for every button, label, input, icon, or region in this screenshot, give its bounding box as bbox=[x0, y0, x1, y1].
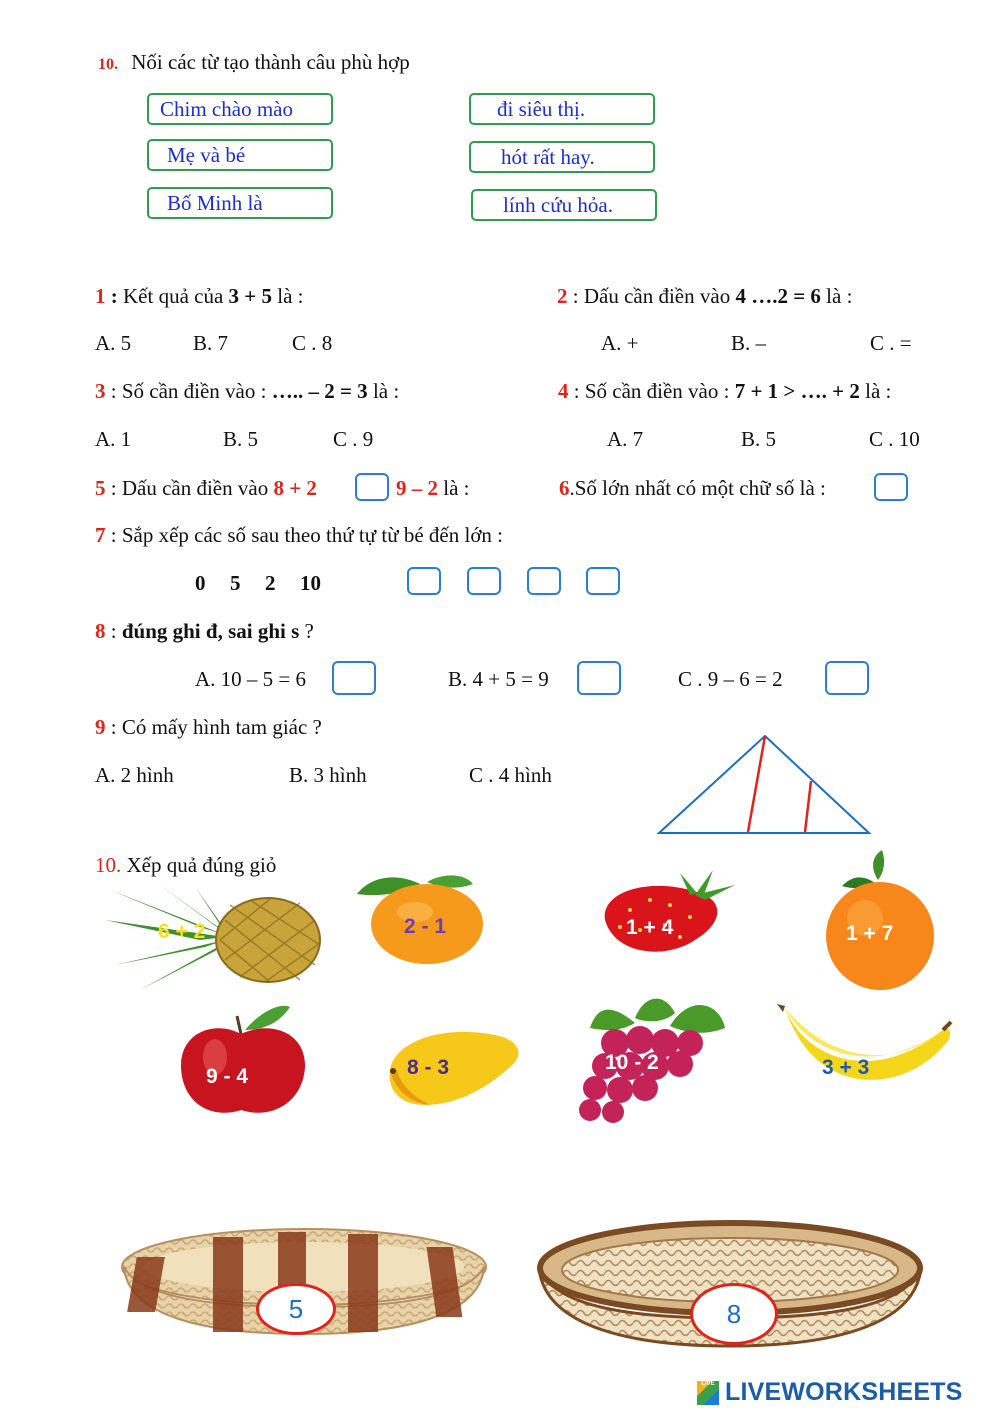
q7-number-2: 5 bbox=[230, 571, 241, 595]
banana[interactable] bbox=[775, 1000, 955, 1100]
match-left-2[interactable]: Mẹ và bé bbox=[147, 139, 333, 171]
q9-option-b[interactable]: B. 3 hình bbox=[289, 763, 367, 787]
q1-option-a[interactable]: A. 5 bbox=[95, 331, 132, 355]
apple[interactable] bbox=[175, 1002, 315, 1120]
match-left-1[interactable]: Chim chào mào bbox=[147, 93, 333, 125]
pineapple[interactable] bbox=[100, 885, 325, 995]
q8-statement-c: C . 9 – 6 = 2 bbox=[678, 667, 783, 691]
q1-option-b[interactable]: B. 7 bbox=[193, 331, 229, 355]
fruit-label-pineapple: 6 + 2 bbox=[158, 920, 206, 943]
strawberry[interactable] bbox=[595, 865, 740, 960]
fruit-label-orange: 1 + 7 bbox=[846, 922, 894, 945]
basket-2-badge: 8 bbox=[690, 1283, 778, 1345]
question-2: 2 : Dấu cần điền vào 4 ….2 = 6 là : bbox=[557, 284, 853, 308]
orange[interactable] bbox=[820, 848, 945, 993]
fruit-label-banana: 3 + 3 bbox=[822, 1056, 870, 1079]
q2-option-b[interactable]: B. – bbox=[731, 331, 767, 355]
question-6: 6.Số lớn nhất có một chữ số là : bbox=[559, 476, 826, 500]
q7-number-4: 10 bbox=[300, 571, 321, 595]
question-8: 8 : đúng ghi đ, sai ghi s ? bbox=[95, 619, 314, 643]
q4-option-c[interactable]: C . 10 bbox=[869, 427, 920, 451]
q9-option-c[interactable]: C . 4 hình bbox=[469, 763, 552, 787]
question-5-tail: 9 – 2 là : bbox=[396, 476, 470, 500]
fruit-label-mango: 8 - 3 bbox=[407, 1056, 450, 1079]
mango[interactable] bbox=[385, 1025, 525, 1110]
q3-option-a[interactable]: A. 1 bbox=[95, 427, 132, 451]
question-9: 9 : Có mấy hình tam giác ? bbox=[95, 715, 322, 739]
basket-1-badge: 5 bbox=[256, 1283, 336, 1335]
match-left-3[interactable]: Bố Minh là bbox=[147, 187, 333, 219]
fruit-label-strawberry: 1 + 4 bbox=[626, 916, 674, 939]
q7-number-3: 2 bbox=[265, 571, 276, 595]
q4-option-a[interactable]: A. 7 bbox=[607, 427, 644, 451]
matching-number: 10. bbox=[98, 56, 118, 73]
match-right-1[interactable]: đi siêu thị. bbox=[469, 93, 655, 125]
question-7: 7 : Sắp xếp các số sau theo thứ tự từ bé đến lớn : bbox=[95, 523, 504, 547]
q2-option-c[interactable]: C . = bbox=[870, 331, 912, 355]
fruit-label-tangerine: 2 - 1 bbox=[404, 915, 447, 938]
q8-statement-a: A. 10 – 5 = 6 bbox=[195, 667, 307, 691]
q8-statement-b: B. 4 + 5 = 9 bbox=[448, 667, 549, 691]
liveworksheets-logo bbox=[697, 1378, 963, 1406]
q3-option-b[interactable]: B. 5 bbox=[223, 427, 259, 451]
question-4: 4 : Số cần điền vào : 7 + 1 > …. + 2 là : bbox=[558, 379, 892, 403]
question-5: 5 : Dấu cần điền vào 8 + 2 bbox=[95, 476, 317, 500]
match-right-3[interactable]: lính cứu hỏa. bbox=[471, 189, 657, 221]
q9-option-a[interactable]: A. 2 hình bbox=[95, 763, 174, 787]
question-10: 10. Xếp quả đúng giỏ bbox=[95, 853, 277, 877]
logo-badge-icon: LIVE bbox=[697, 1381, 719, 1405]
fruit-label-apple: 9 - 4 bbox=[206, 1065, 249, 1088]
question-3: 3 : Số cần điền vào : ….. – 2 = 3 là : bbox=[95, 379, 400, 403]
q3-option-c[interactable]: C . 9 bbox=[333, 427, 374, 451]
logo-text: LIVEWORKSHEETS bbox=[725, 1378, 963, 1406]
question-1: 1 : Kết quả của 3 + 5 là : bbox=[95, 284, 304, 308]
q4-option-b[interactable]: B. 5 bbox=[741, 427, 777, 451]
q1-option-c[interactable]: C . 8 bbox=[292, 331, 333, 355]
fruit-label-grapes: 10 - 2 bbox=[605, 1051, 659, 1074]
q7-number-1: 0 bbox=[195, 571, 206, 595]
match-right-2[interactable]: hót rất hay. bbox=[469, 141, 655, 173]
matching-instruction: Nối các từ tạo thành câu phù hợp bbox=[131, 50, 410, 74]
q2-option-a[interactable]: A. + bbox=[601, 331, 639, 355]
